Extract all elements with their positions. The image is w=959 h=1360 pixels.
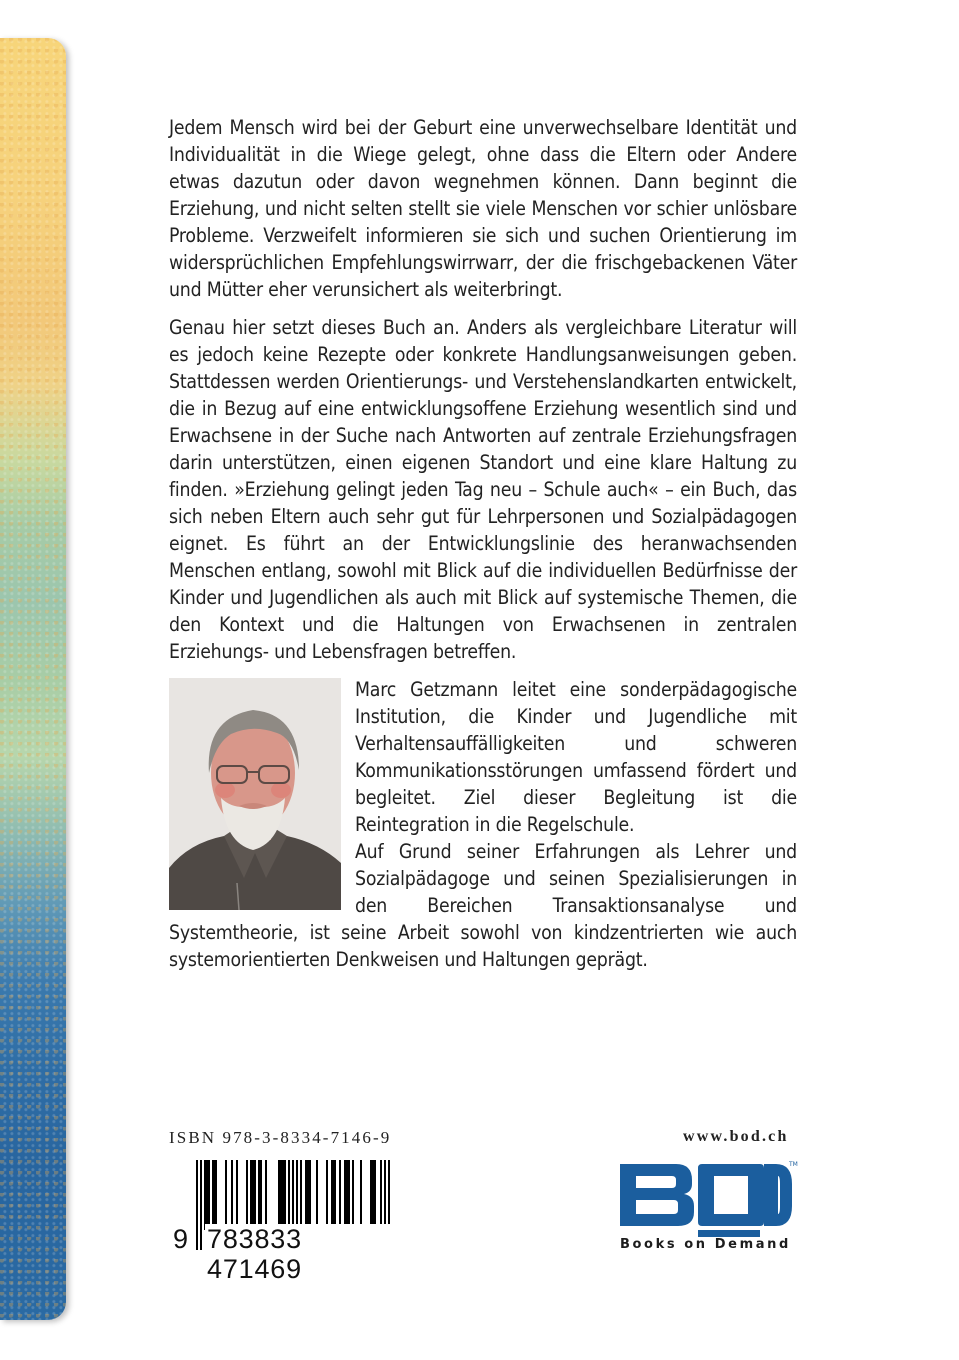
paragraph-book-description: Genau hier setzt dieses Buch an. Anders als vergleichbare Literatur will es jedoch keine Rezepte oder konkrete Handlungsanweisungen geben. Stattdessen werden Orientierungs- und Verstehenslandkarten entwickelt, die in Bezug auf eine entwicklungsoffene Erziehung wesentlich sind und Erwachsene in der Suche nach Antworten auf zentrale Erziehungsfragen darin unterstützen, einen eigenen Standort und eine klare Haltung zu finden. »Erziehung gelingt jeden Tag neu – Schule auch« – ein Buch, das sich neben Eltern auch sehr gut für Lehrpersonen und Sozialpädagogen eignet. Es führt an der Entwicklungslinie des heranwachsenden Menschen entlang, sowohl mit Blick auf die individuellen Bedürfnisse der Kinder und Jugendlichen als auch mit Blick auf systemische Themen, die den Kontext und die Haltungen von Erwachsenen in zentralen Erziehungs- und Lebensfragen betreffen. [169,316,797,663]
paragraph-intro: Jedem Mensch wird bei der Geburt eine unverwechselbare Identität und Individualität in die Wiege gelegt, ohne dass die Eltern oder Andere etwas dazutun oder davon wegnehmen können. Dann beginnt die Erziehung, und nicht selten stellt sie viele Menschen vor schier unlösbare Probleme. Verzweifelt informieren sie sich und suchen Orientierung im widersprüchlichen Empfehlungswirrwarr, der die frischgebackenen Väter und Mütter eher verunsichert als weiterbringt. [169,116,797,301]
publisher-tagline: Books on Demand [620,1237,791,1252]
author-bio-paragraph-1: Marc Getzmann leitet eine sonderpädagogische Institution, die Kinder und Jugendliche mit Verhaltensauffälligkeiten und schweren Kommunikationsstörungen umfassend fördert und begleitet. Ziel dieser Begleitung ist die Reintegration in die Regelschule. [355,678,797,836]
author-bio [169,676,797,973]
bod-logo [618,1160,800,1260]
decorative-felt-strip [0,38,66,1320]
isbn-barcode [173,1160,390,1284]
barcode-first-digit: 9 [173,1224,191,1254]
barcode-digit-groups: 783833 471469 [205,1224,403,1284]
svg-text:TM: TM [789,1161,798,1168]
portrait-icon [169,678,341,910]
isbn-label: ISBN 978-3-8334-7146-9 [169,1128,392,1147]
blurb-text [169,114,797,973]
bod-logo-icon [618,1160,800,1238]
publisher-url: www.bod.ch [683,1128,789,1145]
barcode-digits [173,1224,403,1284]
author-photo [169,678,341,910]
author-bio-paragraph-2: Auf Grund seiner Erfahrungen als Lehrer und Sozialpädagoge und seinen Spezialisierungen in den Bereichen Transaktionsanalyse und Systemtheorie, ist seine Arbeit sowohl von kindzentrierten wie auch systemorientierten Denkweisen und Haltungen geprägt. [169,840,797,971]
